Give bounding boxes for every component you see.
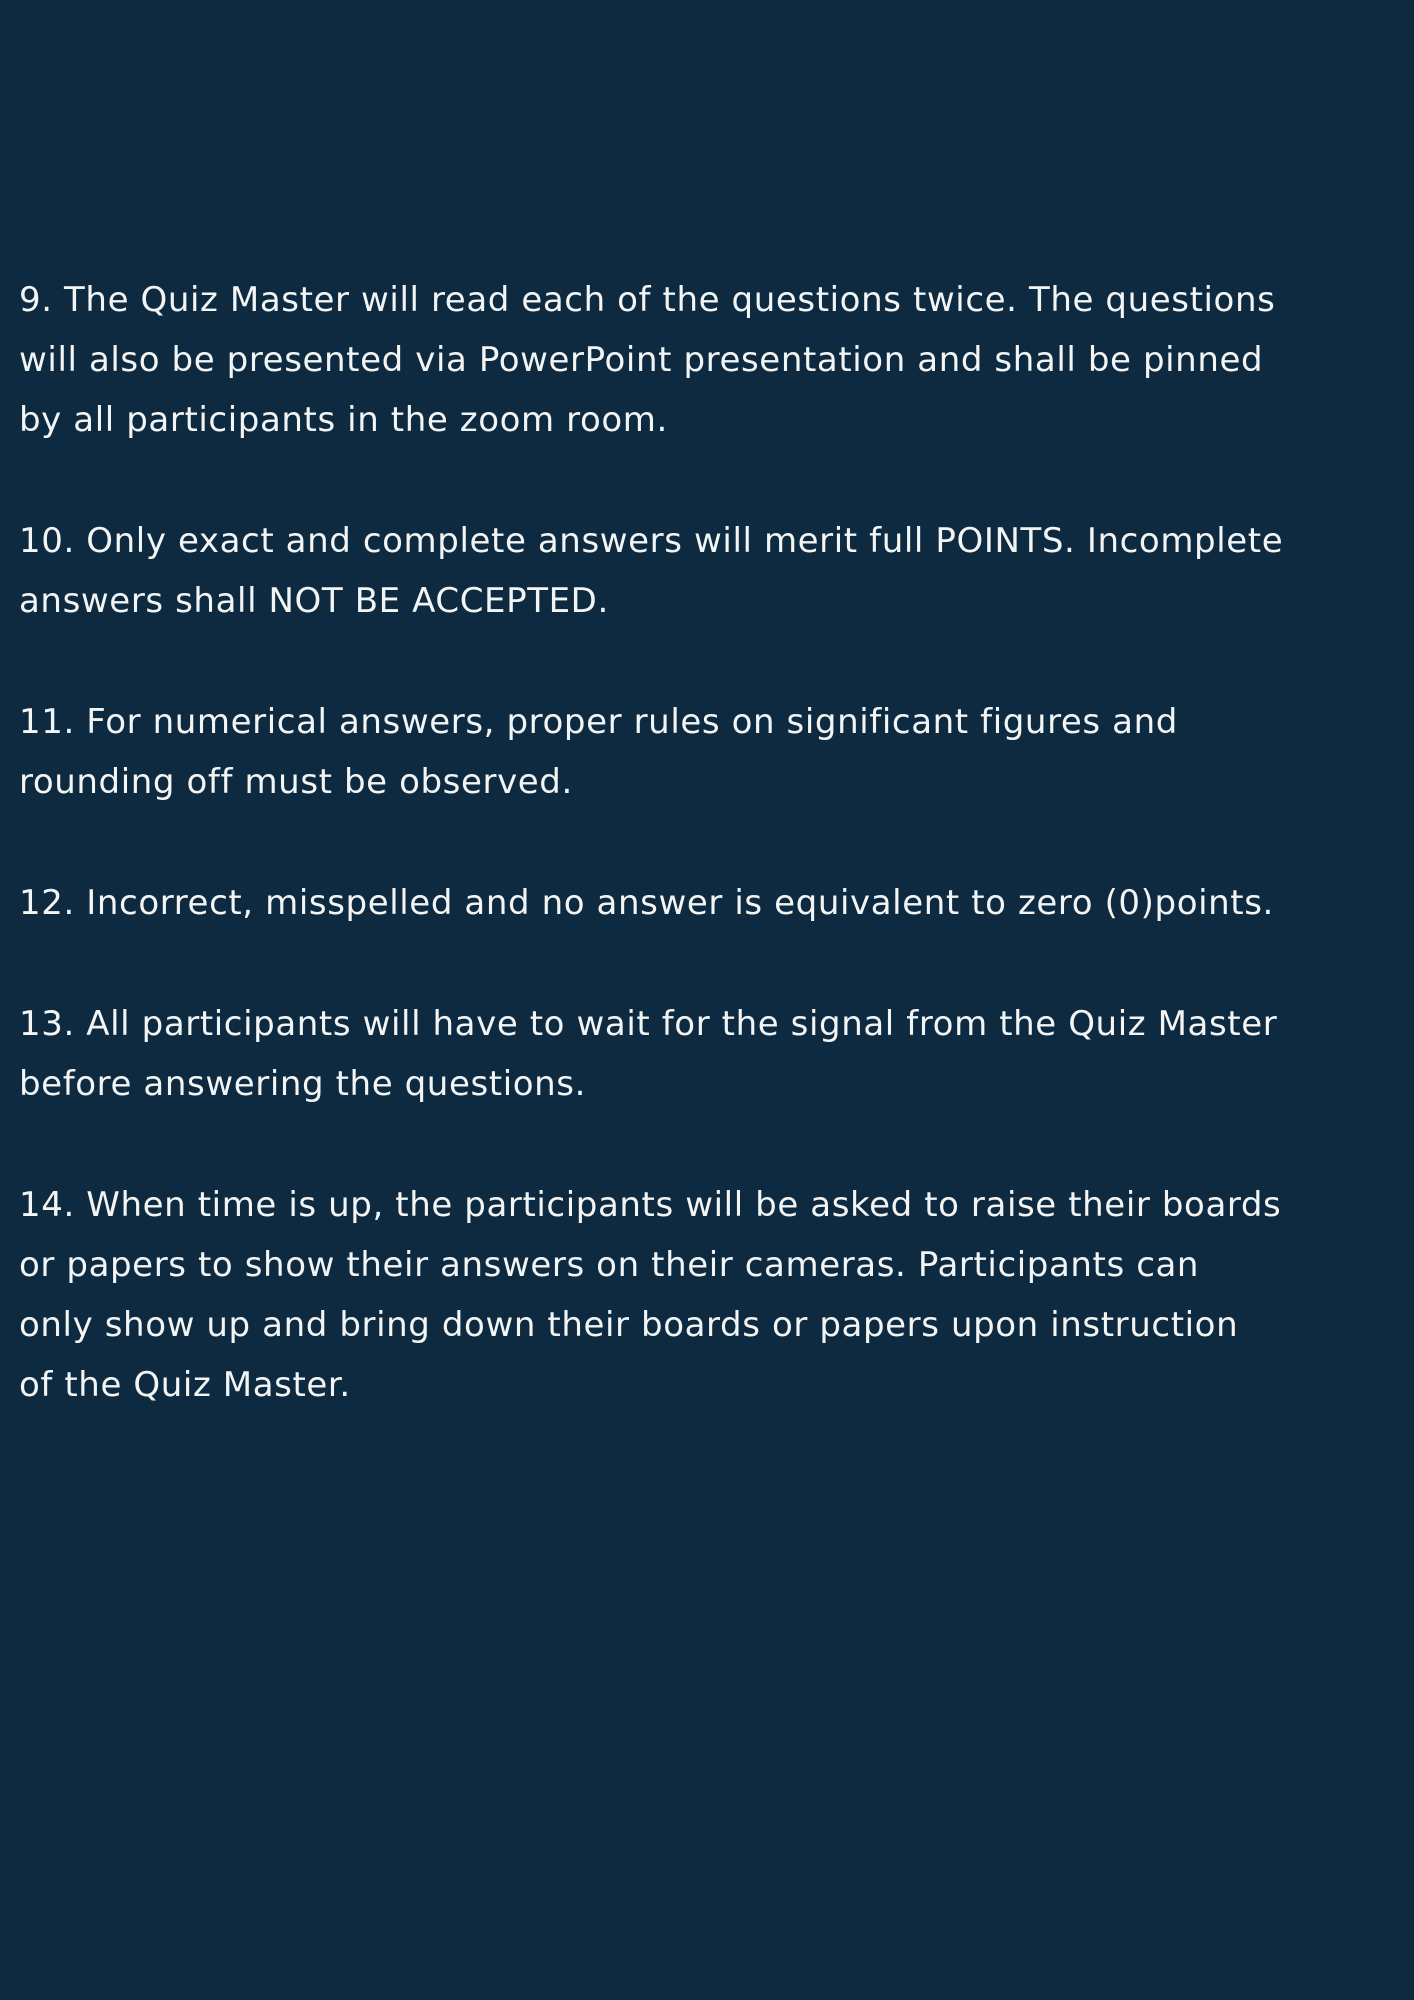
- rule-11: [19, 692, 1414, 812]
- rule-line: 13. All participants will have to wait for the signal from the Quiz Master: [19, 1004, 1278, 1044]
- rule-12: [19, 873, 1414, 933]
- rule-line: 14. When time is up, the participants will be asked to raise their boards: [19, 1185, 1282, 1225]
- rule-line: 11. For numerical answers, proper rules on significant figures and: [19, 702, 1178, 742]
- rule-line: or papers to show their answers on their cameras. Participants can: [19, 1245, 1200, 1285]
- rule-line: 10. Only exact and complete answers will merit full POINTS. Incomplete: [19, 521, 1284, 561]
- rule-14: [19, 1175, 1414, 1415]
- rule-line: answers shall NOT BE ACCEPTED.: [19, 581, 609, 621]
- rule-9: [19, 270, 1414, 450]
- rule-line: before answering the questions.: [19, 1064, 587, 1104]
- rule-line: only show up and bring down their boards or papers upon instruction: [19, 1305, 1239, 1345]
- rule-line: by all participants in the zoom room.: [19, 400, 668, 440]
- rule-line: will also be presented via PowerPoint presentation and shall be pinned: [19, 340, 1264, 380]
- rule-line: rounding off must be observed.: [19, 762, 573, 802]
- rule-10: [19, 511, 1414, 631]
- rule-line: 9. The Quiz Master will read each of the questions twice. The questions: [19, 280, 1276, 320]
- rule-line: of the Quiz Master.: [19, 1365, 351, 1405]
- rule-line: 12. Incorrect, misspelled and no answer is equivalent to zero (0)points.: [19, 883, 1274, 923]
- rule-13: [19, 994, 1414, 1114]
